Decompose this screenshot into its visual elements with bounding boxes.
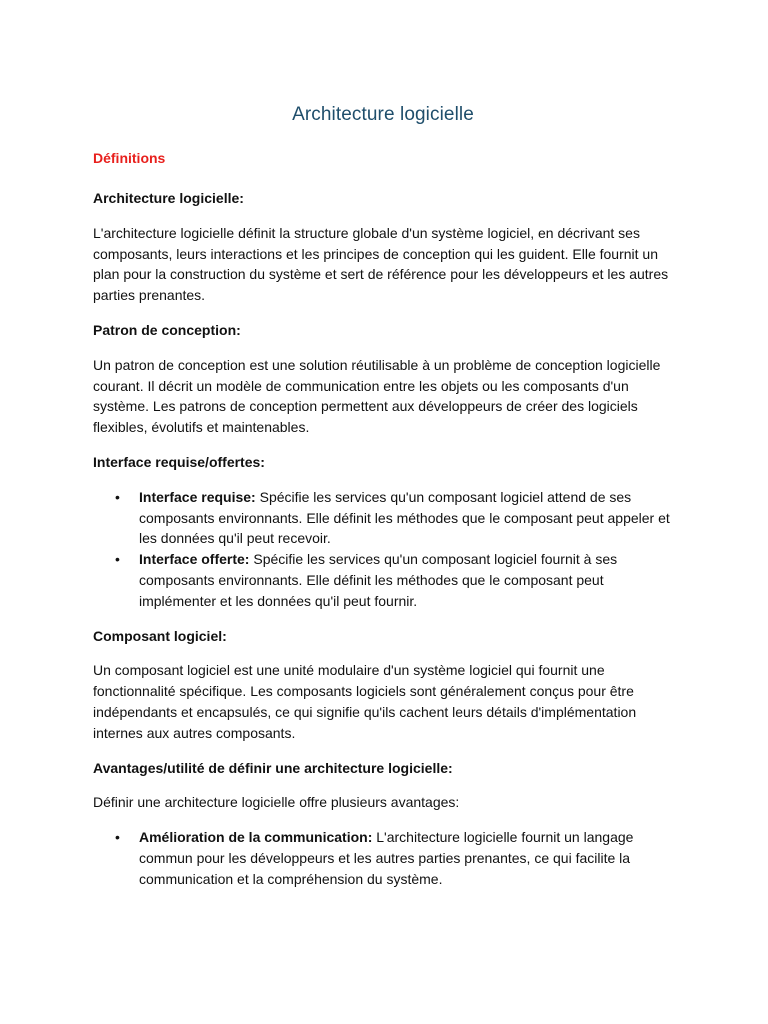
heading-composant-logiciel: Composant logiciel: (93, 627, 227, 644)
document-body (93, 188, 678, 904)
heading-patron-de-conception: Patron de conception: (93, 321, 241, 338)
list-item-text: L'architecture logicielle fournit un langage commun pour les développeurs et les autres parties prenantes, ce qui facilite la communication et la compréhension du système. (139, 829, 634, 887)
list-item-term: Amélioration de la communication: (139, 829, 373, 846)
paragraph-composant-logiciel: Un composant logiciel est une unité modulaire d'un système logiciel qui fournit une fonctionnalité spécifique. Les composants logiciels sont généralement conçus pour être indépendants et encapsulés, ce qui signifie qu'ils cachent leurs détails d'implémentation internes aux autres composants. (93, 662, 637, 741)
section-heading-definitions: Définitions (93, 150, 166, 166)
heading-interface: Interface requise/offertes: (93, 453, 265, 470)
list-item-text: Spécifie les services qu'un composant logiciel attend de ses composants environnants. Elle définit les méthodes que le composant peut appeler et les données qu'il peut recevoir. (139, 488, 670, 547)
heading-architecture-logicielle: Architecture logicielle: (93, 190, 244, 206)
document-title: Architecture logicielle (292, 104, 474, 125)
list-item (93, 549, 678, 611)
interface-list (93, 487, 678, 612)
paragraph-avantages-intro: Définir une architecture logicielle offre plusieurs avantages: (93, 794, 460, 811)
bullet-icon: • (115, 551, 120, 568)
list-item-term: Interface requise: (139, 488, 256, 505)
bullet-icon: • (115, 829, 120, 846)
paragraph-patron-de-conception: Un patron de conception est une solution réutilisable à un problème de conception logicielle courant. Il décrit un modèle de communication entre les objets ou les composants d'un système. Les patrons de conception permettent aux développeurs de créer des logiciels flexibles, évolutifs et maintenables. (93, 356, 661, 436)
list-item-text: Spécifie les services qu'un composant logiciel fournit à ses composants environnants. Elle définit les méthodes que le composant peut implémenter et les données qu'il peut fournir. (139, 551, 618, 609)
paragraph-architecture-logicielle: L'architecture logicielle définit la structure globale d'un système logiciel, en décrivant ses composants, leurs interactions et les principes de conception qui les guident. Elle fournit un plan pour la construction du système et sert de référence pour les développeurs et les autres parties prenantes. (93, 224, 669, 304)
heading-avantages: Avantages/utilité de définir une architecture logicielle: (93, 759, 453, 776)
list-item (93, 827, 678, 889)
avantages-list (93, 827, 678, 889)
list-item (93, 487, 678, 549)
list-item-term: Interface offerte: (139, 551, 250, 568)
bullet-icon: • (115, 488, 120, 505)
